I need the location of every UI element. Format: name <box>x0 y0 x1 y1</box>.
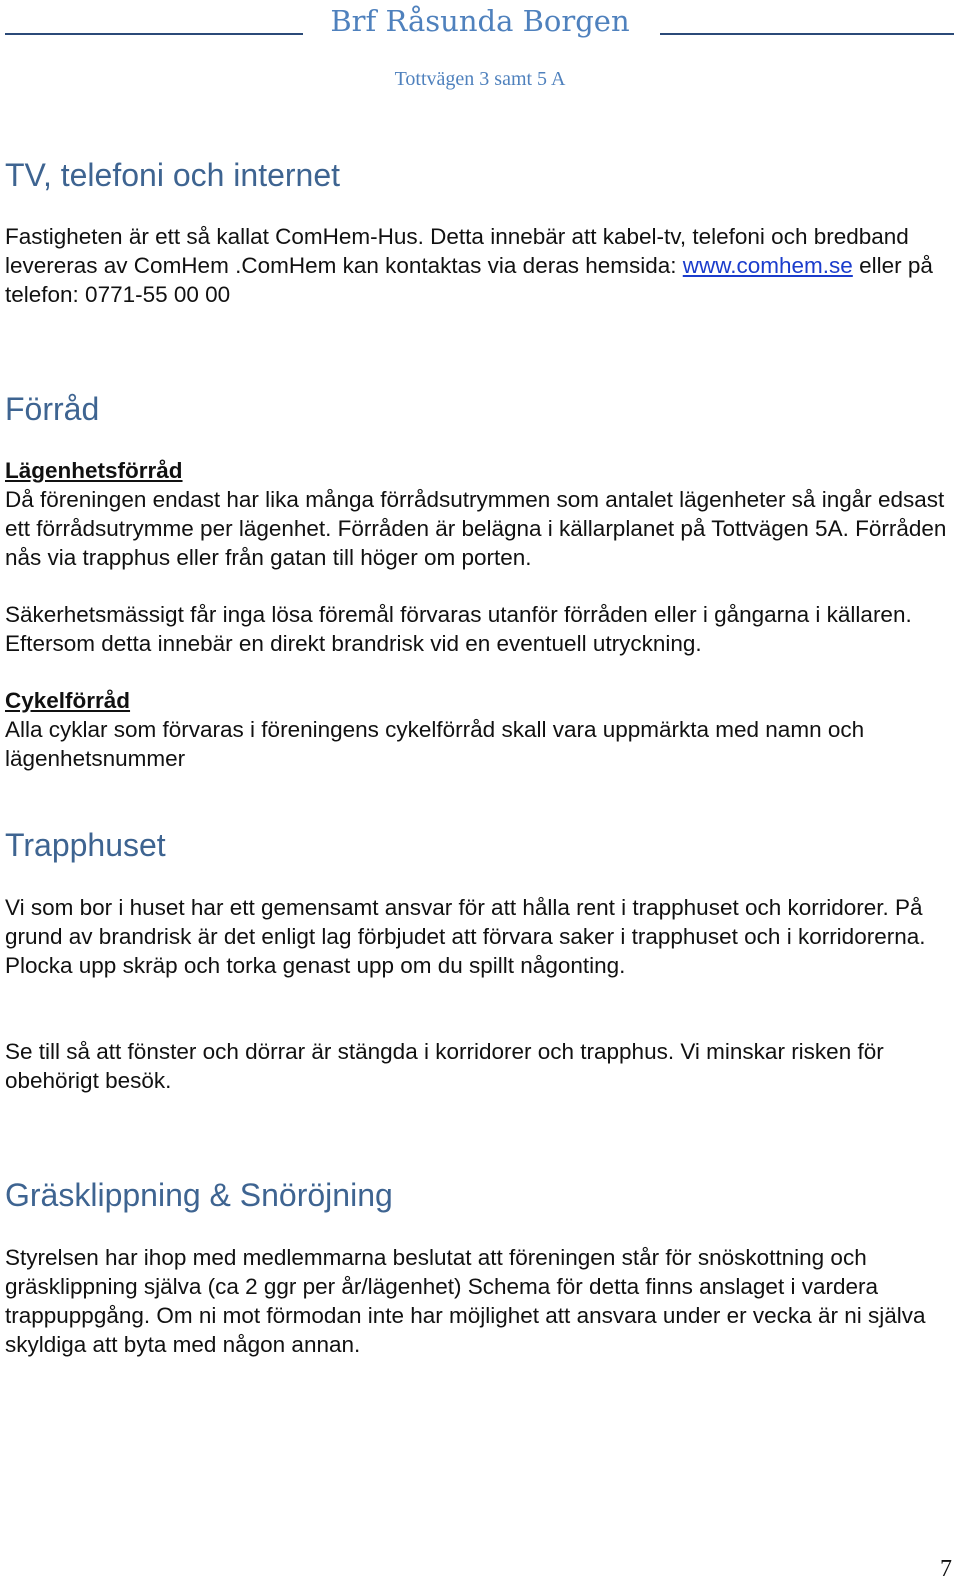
comhem-link[interactable]: www.comhem.se <box>682 253 853 278</box>
header-rule-right <box>660 33 954 35</box>
heading-tv: TV, telefoni och internet <box>5 157 341 193</box>
tv-paragraph <box>5 222 950 309</box>
subheading-cykelforrad: Cykelförråd <box>5 688 131 713</box>
tv-text-after-link: eller på telefon: 0771-55 00 00 <box>5 253 933 307</box>
heading-grasklippning: Gräsklippning & Snöröjning <box>5 1177 393 1213</box>
page-number: 7 <box>940 1556 952 1582</box>
grasklippning-paragraph: Styrelsen har ihop med medlemmarna beslutat att föreningen står för snöskottning och gräsklippning själva (ca 2 ggr per år/lägenhet) Schema för detta finns anslaget i vardera trappuppgång. Om ni mot förmodan inte har möjlighet att ansvara under er vecka är ni själva skyldiga att byta med någon annan. <box>5 1245 926 1357</box>
lagenhetsforrad-text: Då föreningen endast har lika många förrådsutrymmen som antalet lägenheter så ingår edsast ett förrådsutrymme per lägenhet. Förråden är belägna i källarplanet på Tottvägen 5A. Förråden nås via trapphus eller från gatan till höger om porten. <box>5 487 947 570</box>
tv-text-before-link: Fastigheten är ett så kallat ComHem-Hus. Detta innebär att kabel-tv, telefoni och bredband levereras av ComHem .ComHem kan kontaktas via deras hemsida: <box>5 224 909 278</box>
association-name: Brf Råsunda Borgen <box>330 4 630 38</box>
heading-forrad: Förråd <box>5 391 100 427</box>
trapphuset-paragraph-1: Vi som bor i huset har ett gemensamt ansvar för att hålla rent i trapphuset och korridorer. På grund av brandrisk är det enligt lag förbjudet att förvara saker i trapphuset och i korridorerna. Plocka upp skräp och torka genast upp om du spillt någonting. <box>5 895 926 978</box>
lagenhetsforrad-paragraph <box>5 456 950 572</box>
safety-paragraph: Säkerhetsmässigt får inga lösa föremål förvaras utanför förråden eller i gångarna i källaren. Eftersom detta innebär en direkt brandrisk vid en eventuell utryckning. <box>5 602 912 656</box>
heading-trapphuset: Trapphuset <box>5 827 166 863</box>
subheading-lagenhetsforrad: Lägenhetsförråd <box>5 458 183 483</box>
document-header <box>0 0 960 42</box>
cykelforrad-paragraph <box>5 686 950 773</box>
cykelforrad-text: Alla cyklar som förvaras i föreningens cykelförråd skall vara uppmärkta med namn och lägenhetsnummer <box>5 717 865 771</box>
trapphuset-paragraph-2: Se till så att fönster och dörrar är stängda i korridorer och trapphus. Vi minskar risken för obehörigt besök. <box>5 1039 884 1093</box>
association-address: Tottvägen 3 samt 5 A <box>394 68 566 90</box>
